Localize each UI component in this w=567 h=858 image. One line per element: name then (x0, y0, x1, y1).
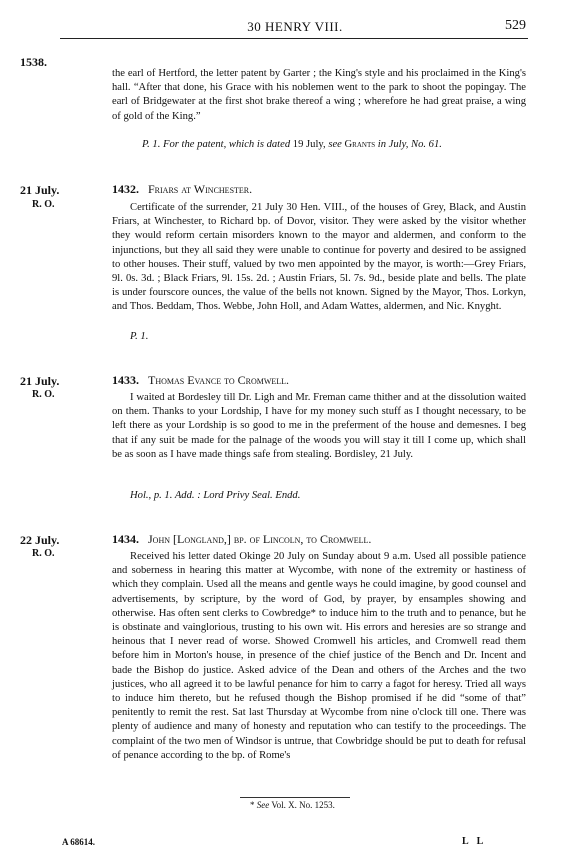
entry-1433-foot-text: Hol., p. 1. Add. : Lord Privy Seal. Endd. (130, 490, 301, 501)
continuation-text (112, 67, 526, 124)
entry-1433-date: 21 July. (20, 374, 60, 388)
entry-1432-heading (112, 182, 252, 197)
signature-mark: A 68614. (62, 837, 96, 847)
note-date: 19 July, (292, 139, 326, 150)
note-ref: For the patent, which is dated (163, 139, 291, 150)
entry-1433-heading (112, 373, 289, 388)
entry-1432-source: R. O. (32, 199, 55, 210)
header-rule (60, 38, 528, 39)
entry-1434-title: John [Longland,] bp. of Lincoln, to Cromwell. (148, 532, 372, 546)
note-p: P. 1. (142, 139, 161, 150)
entry-1434-date: 22 July. (20, 533, 60, 547)
entry-1433-foot (112, 489, 544, 503)
footnote-ref: Vol. X. No. 1253. (271, 800, 335, 810)
entry-1432-foot (112, 330, 544, 344)
entry-1434-heading (112, 532, 371, 547)
entry-1432-foot-text: P. 1. (130, 331, 149, 342)
continuation-note (112, 138, 526, 152)
entry-1434-body (112, 550, 526, 763)
entry-1434-source: R. O. (32, 548, 55, 559)
entry-1433-title: Thomas Evance to Cromwell. (148, 373, 290, 387)
footnote-see: See (256, 800, 270, 810)
note-tail: in July, No. 61. (377, 139, 442, 150)
note-see: see (328, 139, 342, 150)
note-grants: Grants (344, 139, 376, 150)
entry-1432-date: 21 July. (20, 183, 60, 197)
entry-1432-body (112, 201, 526, 315)
footnote-rule (240, 797, 350, 798)
entry-1432-number: 1432. (112, 182, 139, 196)
sheet-signature: L L (462, 836, 487, 847)
entry-1433-source: R. O. (32, 389, 55, 400)
continuation-paragraph: the earl of Hertford, the letter patent by Garter ; the King's style and his proclaimed in the King's hall. “After that done, his Grace with his noblemen went to the park to shoot the popingay. The earl of Bridgewater at the first shot brake thereof a wing ; wherefore he had great praise, a wing of gold of the King.” (112, 68, 526, 122)
entry-1433-number: 1433. (112, 373, 139, 387)
entry-1434-paragraph: Received his letter dated Okinge 20 July on Sunday about 9 a.m. Used all possible patience and soberness in hearing this matter at Wycombe, with none of the extremity or hastiness of which they complain. Used all the means and gentle ways he could imagine, by good counsel and advertisements, by scripture, by the word of God, by prayer, by ensamples showing and otherwise. Has often sent clerks to Cowbredge* to induce him to the truth and to penance, but he is obstinate and vainglorious, trusting to his own wit. His errors and heresies are so strange and heinous that I never read of worse. Showed Cromwell his articles, and Cromwell read them before him in Morton's house, in presence of the chief justice of the Bench and Dr. Incent and bade the Bishop do justice. Asked advice of the Dean and others of the Arches and the two justices, who all agreed it to be lawful penance for him to carry a fagot for heresy. Tried all ways to induce him thereto, but he refused though the Bishop promised if he did “some of that” penitently to remit the rest. Sat last Thursday at Wycombe from nine o'clock till one. There was plenty of audience and many of honesty and reputation who can testify to the proceedings. The complaint of the two men of Windsor is untrue, that Cowbridge should be put to death for refusal of penance according to the bp. of Rome's (112, 551, 526, 761)
entry-1433-body (112, 391, 526, 462)
entry-1433-paragraph: I waited at Bordesley till Dr. Ligh and Mr. Freman came thither and at the dissolution waited on them. Thanks to your Lordship, I have for my money such stuff as I thought necessary, to be left there as your Lordship is so good to me in the preferment of the house and demesnes. I beg that if any suit be made for the palnage of the woods you will stay it till I come up, which shall be as soon as I have made things safe from stealing. Bordisley, 21 July. (112, 392, 526, 460)
page-number: 529 (505, 18, 526, 33)
margin-year: 1538. (20, 55, 47, 69)
footnote-marker: * (250, 800, 255, 810)
running-head: 30 HENRY VIII. (247, 19, 343, 34)
entry-1432-paragraph: Certificate of the surrender, 21 July 30 Hen. VIII., of the houses of Grey, Black, and Austin Friars, at Winchester, to Richard bp. of Dovor, visitor. They were asked by the visitor whether they would reform certain misorders known to the mayor and aldermen, and conform to the injunctions, but they all said they were unable to continue for poverty and desired to be assigned to other houses. Their stuff, valued by two men appointed by the mayor, is worth:—Grey Friars, 9l. 0s. 3d. ; Black Friars, 9l. 15s. 2d. ; Austin Friars, 5l. 7s. 9d., beside plate and bells. The plate is under fourscore ounces, the value of the bells not known. Signed by the Mayor, Thos. Lorkyn, and Thos. Beddam, Thos. Webbe, John Holl, and Adam Wattes, aldermen, and Nic. Knyght. (112, 202, 526, 313)
footnote (250, 800, 335, 810)
entry-1434-number: 1434. (112, 532, 139, 546)
entry-1432-title: Friars at Winchester. (148, 182, 253, 196)
